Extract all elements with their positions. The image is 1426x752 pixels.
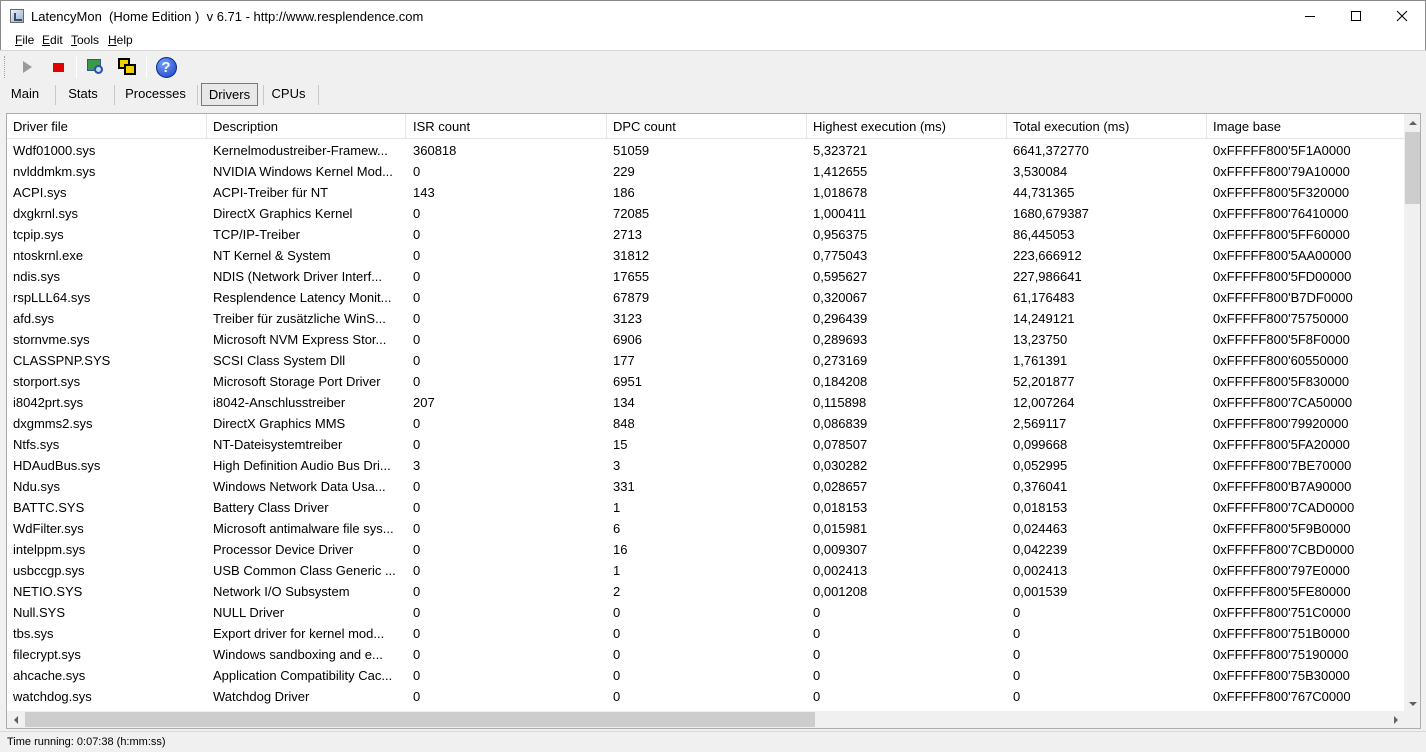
cell-dpc-count: 3123 (613, 311, 642, 326)
cell-image-base: 0xFFFFF800'5FD00000 (1213, 269, 1352, 284)
cell-highest-execution: 0,296439 (813, 311, 868, 326)
scroll-left-icon (14, 716, 18, 724)
cell-dpc-count: 0 (613, 647, 621, 662)
table-row[interactable] (7, 308, 1405, 329)
cell-total-execution: 13,23750 (1013, 332, 1068, 347)
table-row[interactable] (7, 644, 1405, 665)
cell-highest-execution: 0 (813, 647, 821, 662)
cell-image-base: 0xFFFFF800'751C0000 (1213, 605, 1351, 620)
cell-description: i8042-Anschlusstreiber (213, 395, 346, 410)
cell-description: Battery Class Driver (213, 500, 329, 515)
cell-image-base: 0xFFFFF800'7CBD0000 (1213, 542, 1355, 557)
table-row[interactable] (7, 413, 1405, 434)
cell-highest-execution: 0,086839 (813, 416, 868, 431)
cell-image-base: 0xFFFFF800'B7DF0000 (1213, 290, 1353, 305)
list-rows (7, 140, 1405, 707)
table-row[interactable] (7, 434, 1405, 455)
cell-highest-execution: 0,078507 (813, 437, 868, 452)
cell-description: Windows sandboxing and e... (213, 647, 383, 662)
cell-description: Export driver for kernel mod... (213, 626, 385, 641)
cell-highest-execution: 0,001208 (813, 584, 868, 599)
cell-image-base: 0xFFFFF800'5F320000 (1213, 185, 1350, 200)
scroll-right-button[interactable] (1387, 711, 1404, 728)
cell-dpc-count: 31812 (613, 248, 650, 263)
cell-description: Watchdog Driver (213, 689, 310, 704)
cell-image-base: 0xFFFFF800'76410000 (1213, 206, 1349, 221)
cell-description: Treiber für zusätzliche WinS... (213, 311, 386, 326)
status-bar (0, 731, 1426, 752)
cell-dpc-count: 134 (613, 395, 635, 410)
cell-dpc-count: 0 (613, 668, 621, 683)
cell-driver-file: intelppm.sys (13, 542, 86, 557)
cell-highest-execution: 0,002413 (813, 563, 868, 578)
window-title: LatencyMon (Home Edition ) v 6.71 - http://www.resplendence.com (31, 9, 424, 24)
cell-driver-file: HDAudBus.sys (13, 458, 101, 473)
horizontal-scroll-thumb[interactable] (25, 712, 815, 727)
cell-highest-execution: 0 (813, 605, 821, 620)
cell-highest-execution: 0,320067 (813, 290, 868, 305)
start-button[interactable] (14, 54, 40, 80)
cell-image-base: 0xFFFFF800'B7A90000 (1213, 479, 1352, 494)
cell-image-base: 0xFFFFF800'797E0000 (1213, 563, 1350, 578)
table-row[interactable] (7, 392, 1405, 413)
horizontal-scrollbar[interactable] (7, 711, 1404, 728)
cell-highest-execution: 0,289693 (813, 332, 868, 347)
help-button[interactable] (153, 54, 179, 80)
cell-isr-count: 0 (413, 626, 421, 641)
cell-dpc-count: 2713 (613, 227, 642, 242)
cell-driver-file: filecrypt.sys (13, 647, 81, 662)
table-row[interactable] (7, 350, 1405, 371)
menu-bar (0, 31, 1426, 50)
cell-total-execution: 12,007264 (1013, 395, 1075, 410)
table-row[interactable] (7, 203, 1405, 224)
cell-total-execution: 1680,679387 (1013, 206, 1089, 221)
cell-image-base: 0xFFFFF800'5F9B0000 (1213, 521, 1351, 536)
table-row[interactable] (7, 476, 1405, 497)
close-icon (1396, 10, 1408, 22)
cell-total-execution: 0,099668 (1013, 437, 1068, 452)
cell-total-execution: 0,052995 (1013, 458, 1068, 473)
cell-isr-count: 0 (413, 647, 421, 662)
cell-isr-count: 207 (413, 395, 435, 410)
cell-dpc-count: 15 (613, 437, 628, 452)
cell-total-execution: 0,042239 (1013, 542, 1068, 557)
cell-isr-count: 0 (413, 269, 421, 284)
cell-description: Microsoft NVM Express Stor... (213, 332, 387, 347)
cell-dpc-count: 848 (613, 416, 635, 431)
scroll-corner (1404, 712, 1421, 729)
cell-isr-count: 143 (413, 185, 435, 200)
cell-dpc-count: 6906 (613, 332, 642, 347)
start-icon (23, 61, 32, 73)
table-row[interactable] (7, 245, 1405, 266)
cell-dpc-count: 17655 (613, 269, 650, 284)
cell-driver-file: WdFilter.sys (13, 521, 84, 536)
cell-isr-count: 0 (413, 584, 421, 599)
cell-highest-execution: 0 (813, 668, 821, 683)
cell-dpc-count: 2 (613, 584, 621, 599)
cell-image-base: 0xFFFFF800'767C0000 (1213, 689, 1351, 704)
table-row[interactable] (7, 539, 1405, 560)
cell-highest-execution: 0,015981 (813, 521, 868, 536)
cell-dpc-count: 229 (613, 164, 635, 179)
table-row[interactable] (7, 161, 1405, 182)
cell-driver-file: afd.sys (13, 311, 55, 326)
cell-description: Application Compatibility Cac... (213, 668, 393, 683)
cell-image-base: 0xFFFFF800'5F1A0000 (1213, 143, 1351, 158)
cell-isr-count: 3 (413, 458, 421, 473)
cell-image-base: 0xFFFFF800'751B0000 (1213, 626, 1350, 641)
cell-image-base: 0xFFFFF800'7BE70000 (1213, 458, 1352, 473)
cell-isr-count: 0 (413, 206, 421, 221)
table-row[interactable] (7, 224, 1405, 245)
cell-description: NT Kernel & System (213, 248, 331, 263)
cell-highest-execution: 0,028657 (813, 479, 868, 494)
cell-driver-file: BATTC.SYS (13, 500, 85, 515)
tab-separator (318, 85, 319, 105)
cell-driver-file: storport.sys (13, 374, 81, 389)
cell-total-execution: 1,761391 (1013, 353, 1068, 368)
cell-total-execution: 0 (1013, 626, 1021, 641)
cell-highest-execution: 1,000411 (813, 206, 867, 221)
cell-total-execution: 6641,372770 (1013, 143, 1089, 158)
cell-isr-count: 0 (413, 248, 421, 263)
cell-dpc-count: 331 (613, 479, 635, 494)
cell-dpc-count: 51059 (613, 143, 650, 158)
cell-isr-count: 0 (413, 689, 421, 704)
cell-dpc-count: 1 (613, 500, 621, 515)
windows-icon (117, 57, 137, 77)
maximize-icon (1351, 11, 1361, 21)
cell-image-base: 0xFFFFF800'5FF60000 (1213, 227, 1350, 242)
cell-dpc-count: 16 (613, 542, 628, 557)
table-row[interactable] (7, 518, 1405, 539)
table-row[interactable] (7, 371, 1405, 392)
cell-driver-file: ACPI.sys (13, 185, 67, 200)
cell-highest-execution: 0 (813, 626, 821, 641)
cell-description: SCSI Class System Dll (213, 353, 346, 368)
column-header-isr-count[interactable]: ISR count (407, 114, 607, 139)
cell-driver-file: ntoskrnl.exe (13, 248, 84, 263)
cell-isr-count: 0 (413, 500, 421, 515)
cell-highest-execution: 0,115898 (813, 395, 867, 410)
tab-drivers[interactable]: Drivers (201, 83, 258, 106)
cell-description: Kernelmodustreiber-Framew... (213, 143, 388, 158)
cell-isr-count: 0 (413, 164, 421, 179)
cell-total-execution: 0 (1013, 689, 1021, 704)
cell-description: ACPI-Treiber für NT (213, 185, 329, 200)
cell-driver-file: dxgkrnl.sys (13, 206, 79, 221)
tab-separator (55, 85, 56, 105)
cell-image-base: 0xFFFFF800'7CAD0000 (1213, 500, 1355, 515)
cell-total-execution: 0,024463 (1013, 521, 1068, 536)
minimize-icon (1305, 16, 1315, 17)
table-row[interactable] (7, 140, 1405, 161)
cell-driver-file: Ntfs.sys (13, 437, 60, 452)
cell-highest-execution: 5,323721 (813, 143, 868, 158)
cell-dpc-count: 6951 (613, 374, 642, 389)
scroll-up-button[interactable] (1404, 114, 1421, 131)
cell-description: Resplendence Latency Monit... (213, 290, 392, 305)
cell-driver-file: Null.SYS (13, 605, 66, 620)
cell-isr-count: 0 (413, 563, 421, 578)
table-row[interactable] (7, 560, 1405, 581)
cell-dpc-count: 186 (613, 185, 635, 200)
maximize-button[interactable] (1333, 1, 1379, 31)
cell-image-base: 0xFFFFF800'75190000 (1213, 647, 1349, 662)
cell-total-execution: 0,018153 (1013, 500, 1068, 515)
cell-dpc-count: 0 (613, 605, 621, 620)
close-button[interactable] (1379, 1, 1425, 31)
table-row[interactable] (7, 287, 1405, 308)
cell-isr-count: 0 (413, 668, 421, 683)
table-row[interactable] (7, 686, 1405, 707)
cell-highest-execution: 0,018153 (813, 500, 868, 515)
vertical-scroll-thumb[interactable] (1405, 132, 1420, 204)
cell-isr-count: 0 (413, 416, 421, 431)
stop-button[interactable] (45, 54, 71, 80)
cell-isr-count: 0 (413, 437, 421, 452)
cell-description: DirectX Graphics Kernel (213, 206, 353, 221)
scroll-down-icon (1409, 702, 1417, 706)
column-header-description[interactable]: Description (207, 114, 406, 139)
column-header-driver-file[interactable]: Driver file (7, 114, 207, 139)
cell-description: Windows Network Data Usa... (213, 479, 386, 494)
minimize-button[interactable] (1287, 1, 1333, 31)
cell-highest-execution: 0 (813, 689, 821, 704)
cell-isr-count: 0 (413, 374, 421, 389)
cell-dpc-count: 0 (613, 626, 621, 641)
cell-driver-file: ndis.sys (13, 269, 60, 284)
cell-image-base: 0xFFFFF800'75750000 (1213, 311, 1349, 326)
cell-total-execution: 3,530084 (1013, 164, 1068, 179)
tab-bar (0, 81, 1426, 108)
cell-total-execution: 0,001539 (1013, 584, 1068, 599)
cell-total-execution: 2,569117 (1013, 416, 1067, 431)
menu-file[interactable]: File (15, 33, 35, 47)
scroll-down-button[interactable] (1404, 695, 1421, 712)
toolbar-separator (146, 56, 147, 78)
cell-description: Microsoft Storage Port Driver (213, 374, 381, 389)
cell-total-execution: 86,445053 (1013, 227, 1075, 242)
cell-driver-file: rspLLL64.sys (13, 290, 91, 305)
cell-driver-file: ahcache.sys (13, 668, 86, 683)
cell-driver-file: CLASSPNP.SYS (13, 353, 111, 368)
cell-highest-execution: 0,184208 (813, 374, 868, 389)
cell-isr-count: 0 (413, 479, 421, 494)
cell-isr-count: 0 (413, 542, 421, 557)
list-header (7, 114, 1405, 139)
cell-description: USB Common Class Generic ... (213, 563, 396, 578)
table-row[interactable] (7, 329, 1405, 350)
tab-main[interactable]: Main (10, 86, 40, 101)
cell-isr-count: 0 (413, 332, 421, 347)
title-bar (0, 0, 1426, 31)
cell-description: Network I/O Subsystem (213, 584, 350, 599)
cell-highest-execution: 0,595627 (813, 269, 868, 284)
cell-image-base: 0xFFFFF800'5F8F0000 (1213, 332, 1350, 347)
cell-driver-file: tcpip.sys (13, 227, 64, 242)
cell-total-execution: 14,249121 (1013, 311, 1075, 326)
cell-total-execution: 0 (1013, 605, 1021, 620)
menu-tools[interactable]: Tools (71, 33, 100, 47)
cell-driver-file: NETIO.SYS (13, 584, 83, 599)
cell-driver-file: tbs.sys (13, 626, 54, 641)
cell-driver-file: nvlddmkm.sys (13, 164, 96, 179)
tab-separator (197, 85, 198, 105)
cell-image-base: 0xFFFFF800'60550000 (1213, 353, 1349, 368)
cell-isr-count: 0 (413, 290, 421, 305)
column-header-highest-execution[interactable]: Highest execution (ms) (807, 114, 1007, 139)
scroll-right-icon (1394, 716, 1398, 724)
cell-dpc-count: 3 (613, 458, 621, 473)
cell-description: NULL Driver (213, 605, 285, 620)
table-row[interactable] (7, 602, 1405, 623)
table-row[interactable] (7, 455, 1405, 476)
cell-driver-file: stornvme.sys (13, 332, 90, 347)
cell-dpc-count: 0 (613, 689, 621, 704)
tab-cpus[interactable]: CPUs (271, 86, 306, 101)
cell-description: Processor Device Driver (213, 542, 354, 557)
toolbar-grip (4, 56, 7, 78)
toolbar-separator (76, 56, 77, 78)
cell-highest-execution: 0,956375 (813, 227, 868, 242)
cell-highest-execution: 0,273169 (813, 353, 868, 368)
cell-total-execution: 0 (1013, 668, 1021, 683)
vertical-scrollbar[interactable] (1404, 114, 1421, 712)
table-row[interactable] (7, 623, 1405, 644)
cell-total-execution: 223,666912 (1013, 248, 1082, 263)
tab-separator (263, 85, 264, 105)
cell-highest-execution: 1,412655 (813, 164, 868, 179)
cell-highest-execution: 0,009307 (813, 542, 868, 557)
cell-isr-count: 0 (413, 521, 421, 536)
cell-dpc-count: 67879 (613, 290, 650, 305)
status-time-running: Time running: 0:07:38 (h:mm:ss) (7, 736, 166, 748)
tab-stats[interactable]: Stats (68, 86, 98, 101)
cell-description: TCP/IP-Treiber (213, 227, 300, 242)
cell-highest-execution: 0,775043 (813, 248, 868, 263)
cell-image-base: 0xFFFFF800'75B30000 (1213, 668, 1350, 683)
cell-image-base: 0xFFFFF800'5FA20000 (1213, 437, 1350, 452)
cell-isr-count: 360818 (413, 143, 457, 158)
cell-description: NT-Dateisystemtreiber (213, 437, 343, 452)
toolbar (0, 50, 1426, 81)
scroll-up-icon (1409, 121, 1417, 125)
cell-highest-execution: 0,030282 (813, 458, 868, 473)
column-header-total-execution[interactable]: Total execution (ms) (1007, 114, 1207, 139)
cell-dpc-count: 72085 (613, 206, 650, 221)
cell-driver-file: Ndu.sys (13, 479, 60, 494)
cell-total-execution: 44,731365 (1013, 185, 1075, 200)
cell-image-base: 0xFFFFF800'5FE80000 (1213, 584, 1351, 599)
cell-image-base: 0xFFFFF800'79A10000 (1213, 164, 1350, 179)
cell-total-execution: 227,986641 (1013, 269, 1082, 284)
tab-separator (114, 85, 115, 105)
cell-description: DirectX Graphics MMS (213, 416, 346, 431)
cell-image-base: 0xFFFFF800'5AA00000 (1213, 248, 1352, 263)
cell-description: NVIDIA Windows Kernel Mod... (213, 164, 393, 179)
column-header-dpc-count[interactable]: DPC count (607, 114, 807, 139)
table-row[interactable] (7, 665, 1405, 686)
windows-button[interactable] (114, 54, 140, 80)
cell-driver-file: watchdog.sys (13, 689, 92, 704)
cell-highest-execution: 1,018678 (813, 185, 868, 200)
cell-image-base: 0xFFFFF800'7CA50000 (1213, 395, 1353, 410)
cell-dpc-count: 177 (613, 353, 635, 368)
cell-driver-file: usbccgp.sys (13, 563, 85, 578)
cell-total-execution: 52,201877 (1013, 374, 1075, 389)
view-system-icon (86, 57, 106, 77)
cell-dpc-count: 1 (613, 563, 621, 578)
cell-total-execution: 0,376041 (1013, 479, 1068, 494)
cell-isr-count: 0 (413, 227, 421, 242)
column-header-image-base[interactable]: Image base (1207, 114, 1405, 139)
cell-description: Microsoft antimalware file sys... (213, 521, 394, 536)
table-row[interactable] (7, 497, 1405, 518)
stop-icon (53, 63, 64, 72)
cell-driver-file: i8042prt.sys (13, 395, 84, 410)
cell-dpc-count: 6 (613, 521, 621, 536)
cell-total-execution: 0 (1013, 647, 1021, 662)
menu-edit[interactable]: Edit (42, 33, 63, 47)
tab-processes[interactable]: Processes (125, 86, 186, 101)
drivers-list[interactable] (6, 113, 1421, 729)
cell-driver-file: Wdf01000.sys (13, 143, 96, 158)
table-row[interactable] (7, 266, 1405, 287)
cell-image-base: 0xFFFFF800'5F830000 (1213, 374, 1350, 389)
cell-description: High Definition Audio Bus Dri... (213, 458, 391, 473)
table-row[interactable] (7, 581, 1405, 602)
cell-description: NDIS (Network Driver Interf... (213, 269, 383, 284)
cell-isr-count: 0 (413, 353, 421, 368)
table-row[interactable] (7, 182, 1405, 203)
scroll-left-button[interactable] (7, 711, 24, 728)
cell-isr-count: 0 (413, 605, 421, 620)
app-icon (10, 9, 24, 23)
cell-total-execution: 0,002413 (1013, 563, 1068, 578)
cell-isr-count: 0 (413, 311, 421, 326)
cell-driver-file: dxgmms2.sys (13, 416, 93, 431)
menu-help[interactable]: Help (108, 33, 133, 47)
help-icon: ? (156, 57, 177, 78)
view-system-button[interactable] (83, 54, 109, 80)
cell-image-base: 0xFFFFF800'79920000 (1213, 416, 1349, 431)
cell-total-execution: 61,176483 (1013, 290, 1075, 305)
